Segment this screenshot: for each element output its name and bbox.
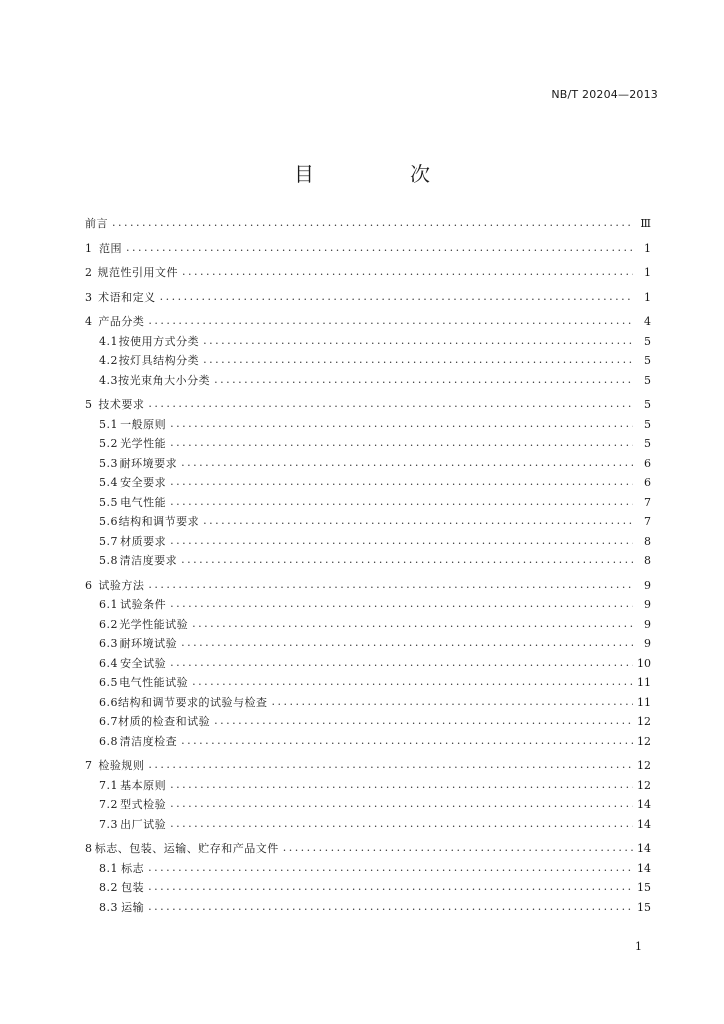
toc-entry[interactable] [85,595,651,615]
toc-entry[interactable] [85,312,651,332]
toc-entry-number: 5.4 [99,476,118,489]
toc-entry-page: 11 [637,676,651,689]
toc-leader-dots [214,370,633,390]
toc-entry-title: 试验条件 [120,598,167,611]
toc-entry[interactable] [85,263,651,283]
toc-entry[interactable] [85,654,651,674]
toc-entry-number: 6.3 [99,637,118,650]
toc-entry-page: 5 [644,417,651,431]
toc-leader-dots [160,287,633,307]
toc-leader-dots [112,213,633,233]
toc-entry-number: 7 [85,759,92,772]
toc-entry-page: 6 [644,456,651,470]
toc-entry-page: 14 [637,798,651,811]
toc-entry[interactable] [85,615,651,635]
toc-leader-dots [170,433,633,453]
toc-entry[interactable] [85,839,651,859]
toc-entry-number: 4.1 [99,334,118,348]
toc-entry[interactable] [85,673,651,693]
toc-entry-number: 5.7 [99,534,118,548]
toc-entry-number: 5.3 [99,456,118,470]
toc-entry[interactable] [85,693,651,713]
toc-entry-title: 结构和调节要求的试验与检查 [118,695,268,709]
toc-entry-page: 11 [637,695,651,709]
toc-entry-page: 5 [644,437,651,450]
toc-entry-title: 清洁度要求 [119,554,178,567]
toc-entry[interactable] [85,898,651,918]
toc-leader-dots [181,453,633,473]
toc-entry-page: 14 [637,861,651,875]
toc-entry-page: 5 [644,334,651,348]
toc-entry-page: 8 [644,534,651,548]
toc-entry-page: 6 [644,476,651,489]
toc-entry[interactable] [85,371,651,391]
toc-entry-page: 9 [644,637,651,650]
toc-entry-page: 15 [637,900,651,914]
page-number: 1 [635,940,642,953]
toc-entry[interactable] [85,239,651,259]
toc-entry-page: 10 [637,656,651,670]
toc-entry-title: 一般原则 [120,417,167,431]
toc-leader-dots [148,575,633,595]
toc-entry-page: 12 [637,759,651,772]
toc-entry[interactable] [85,532,651,552]
toc-entry-title: 清洁度检查 [119,734,178,748]
toc-entry-page: 5 [644,373,651,387]
toc-entry-number: 6.2 [99,617,118,631]
toc-entry-page: 4 [644,315,651,328]
toc-entry-number: 5.1 [99,417,118,431]
toc-leader-dots [283,838,633,858]
toc-entry-title: 标志、包装、运输、贮存和产品文件 [94,842,279,855]
toc-entry-number: 8.2 [99,881,118,894]
toc-leader-dots [272,692,634,712]
toc-entry[interactable] [85,776,651,796]
toc-entry-page: 1 [644,241,651,255]
toc-entry-number: 6.8 [99,734,118,748]
toc-leader-dots [170,653,633,673]
toc-entry[interactable] [85,415,651,435]
toc-entry-number: 2 [85,266,92,279]
toc-leader-dots [182,262,633,282]
toc-leader-dots [148,877,633,897]
toc-entry-title: 检验规则 [98,759,145,772]
toc-entry[interactable] [85,214,651,234]
toc-entry-title: 结构和调节要求 [118,515,200,528]
toc-entry-title: 材质要求 [120,534,167,548]
toc-entry[interactable] [85,878,651,898]
toc-entry-title: 出厂试验 [120,817,167,831]
toc-entry-title: 范围 [99,241,123,255]
toc-entry-page: 5 [644,354,651,367]
toc-entry-page: 1 [644,266,651,279]
toc-entry[interactable] [85,434,651,454]
toc-entry-title: 按使用方式分类 [118,334,200,348]
toc-entry-title: 运输 [121,900,145,914]
toc-entry-title: 安全要求 [120,476,167,489]
standard-code: NB/T 20204—2013 [551,88,658,101]
toc-entry-page: 9 [644,598,651,611]
toc-entry-number: 5.8 [99,554,118,567]
toc-leader-dots [192,614,633,634]
toc-entry[interactable] [85,493,651,513]
toc-entry-number: 7.1 [99,778,118,792]
toc-entry-title: 型式检验 [120,798,167,811]
table-of-contents [85,214,651,917]
toc-entry-title: 按灯具结构分类 [118,354,200,367]
toc-entry-title: 前言 [85,217,108,230]
toc-leader-dots [170,594,633,614]
toc-entry-page: 7 [644,515,651,528]
toc-leader-dots [148,897,633,917]
toc-leader-dots [181,633,633,653]
toc-entry-page: Ⅲ [640,217,651,230]
toc-entry-title: 耐环境试验 [119,637,178,650]
toc-leader-dots [148,394,633,414]
toc-entry-number: 5.6 [99,515,118,528]
toc-leader-dots [214,711,633,731]
toc-entry-title: 标志 [121,861,145,875]
toc-entry-title: 术语和定义 [98,290,156,304]
toc-entry-number: 5.5 [99,495,118,509]
toc-leader-dots [126,238,633,258]
toc-entry[interactable] [85,395,651,415]
toc-leader-dots [170,794,633,814]
toc-entry[interactable] [85,351,651,371]
toc-title: 目 次 [294,162,468,186]
toc-entry-title: 安全试验 [120,656,167,670]
toc-entry-page: 12 [637,778,651,792]
toc-entry-number: 5 [85,398,92,411]
toc-leader-dots [170,472,633,492]
toc-entry-page: 15 [637,881,651,894]
toc-entry-number: 6.6 [99,695,118,709]
toc-entry-number: 4.3 [99,373,118,387]
toc-entry[interactable] [85,795,651,815]
toc-entry-title: 基本原则 [120,778,167,792]
toc-entry-title: 技术要求 [98,398,145,411]
toc-entry-page: 14 [637,817,651,831]
toc-leader-dots [148,858,633,878]
toc-entry-page: 12 [637,734,651,748]
toc-entry[interactable] [85,288,651,308]
toc-entry[interactable] [85,815,651,835]
toc-leader-dots [170,775,633,795]
toc-entry-title: 电气性能试验 [119,676,189,689]
toc-entry-page: 14 [637,842,651,855]
toc-entry-number: 8 [85,842,92,855]
toc-entry-number: 7.2 [99,798,118,811]
toc-entry-page: 1 [644,290,651,304]
toc-entry[interactable] [85,859,651,879]
toc-entry-title: 包装 [121,881,145,894]
toc-leader-dots [170,492,633,512]
toc-entry-number: 4 [85,315,92,328]
toc-entry-number: 6.4 [99,656,118,670]
toc-entry-number: 7.3 [99,817,118,831]
toc-entry-title: 材质的检查和试验 [118,715,211,728]
toc-entry-page: 12 [637,715,651,728]
toc-entry[interactable] [85,756,651,776]
toc-leader-dots [181,731,633,751]
toc-entry-title: 按光束角大小分类 [118,373,211,387]
toc-entry-title: 试验方法 [98,578,145,592]
toc-entry-number: 6 [85,578,92,592]
toc-entry-page: 9 [644,578,651,592]
toc-entry-number: 6.1 [99,598,118,611]
toc-entry-title: 规范性引用文件 [97,266,178,279]
toc-entry-page: 9 [644,617,651,631]
toc-entry-page: 5 [644,398,651,411]
toc-entry-page: 7 [644,495,651,509]
toc-entry[interactable] [85,332,651,352]
toc-entry-number: 4.2 [99,354,118,367]
toc-entry[interactable] [85,634,651,654]
toc-entry-title: 电气性能 [120,495,167,509]
toc-entry[interactable] [85,712,651,732]
toc-leader-dots [148,311,633,331]
toc-entry[interactable] [85,454,651,474]
toc-entry[interactable] [85,576,651,596]
toc-leader-dots [203,511,633,531]
toc-entry-number: 6.7 [99,715,118,728]
toc-leader-dots [170,414,633,434]
toc-entry-number: 8.1 [99,861,118,875]
toc-entry-number: 1 [85,241,92,255]
toc-leader-dots [170,531,633,551]
toc-leader-dots [203,331,633,351]
toc-entry-page: 8 [644,554,651,567]
toc-entry-title: 耐环境要求 [119,456,178,470]
toc-entry-title: 光学性能 [120,437,167,450]
toc-entry-title: 产品分类 [98,315,145,328]
toc-entry[interactable] [85,732,651,752]
toc-entry[interactable] [85,512,651,532]
toc-entry-number: 3 [85,290,92,304]
toc-entry-number: 5.2 [99,437,118,450]
toc-leader-dots [192,672,633,692]
toc-leader-dots [170,814,633,834]
toc-entry[interactable] [85,551,651,571]
toc-leader-dots [148,755,633,775]
toc-entry-number: 6.5 [99,676,118,689]
toc-entry-number: 8.3 [99,900,118,914]
toc-leader-dots [181,550,633,570]
toc-leader-dots [203,350,633,370]
toc-entry[interactable] [85,473,651,493]
toc-entry-title: 光学性能试验 [119,617,189,631]
